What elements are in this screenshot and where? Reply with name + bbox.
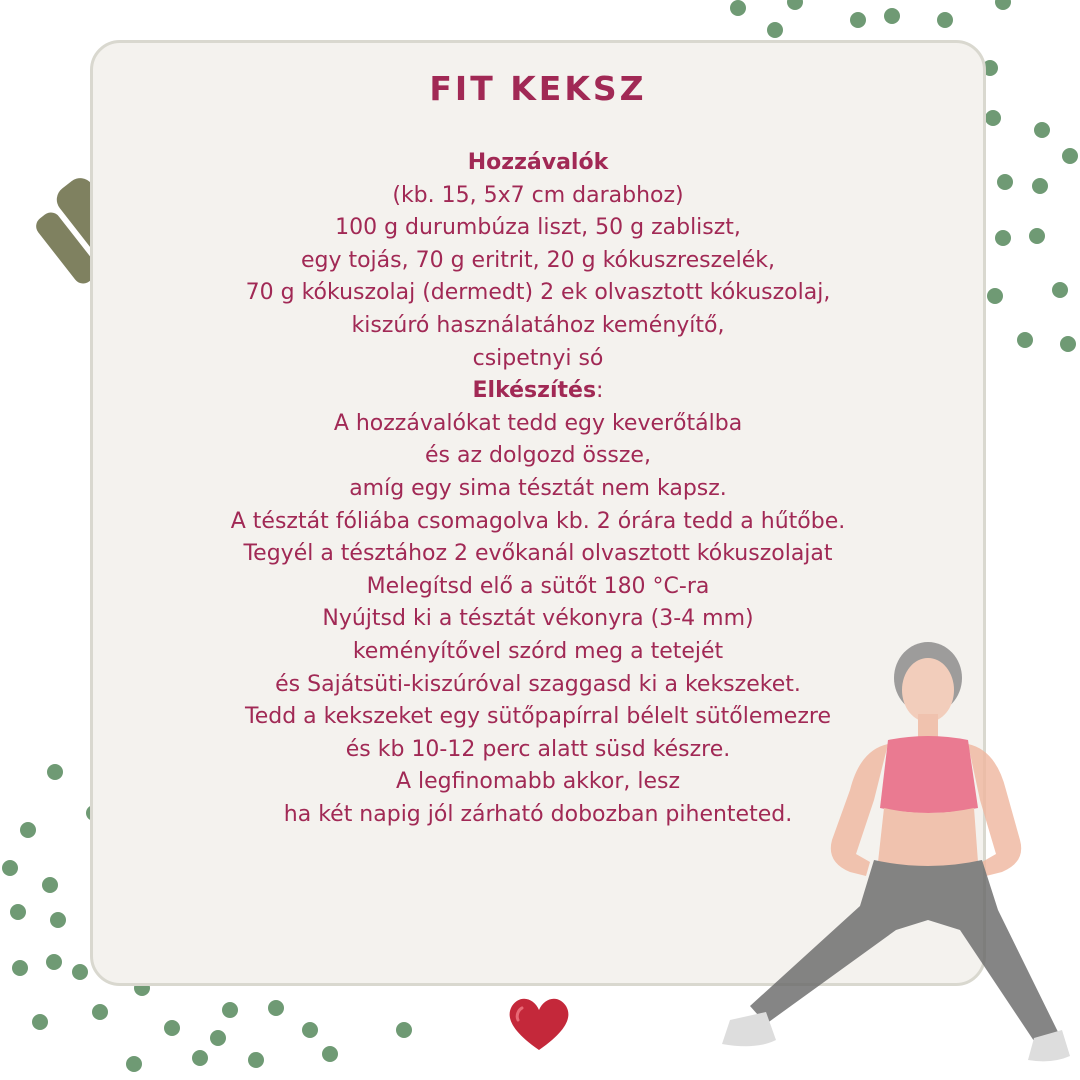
exercising-woman-illustration <box>660 640 1080 1080</box>
ingredient-line: csipetnyi só <box>472 345 604 371</box>
decorative-dot <box>2 860 18 876</box>
decorative-dot <box>47 764 63 780</box>
decorative-dot <box>12 960 28 976</box>
decorative-dot <box>1029 228 1045 244</box>
decorative-dot <box>767 22 783 38</box>
decorative-dot <box>42 877 58 893</box>
decorative-dot <box>884 8 900 24</box>
method-line: A hozzávalókat tedd egy keverőtálba <box>333 410 743 436</box>
decorative-dot <box>192 1050 208 1066</box>
method-line: amíg egy sima tésztát nem kapsz. <box>349 475 727 501</box>
decorative-dot <box>1062 148 1078 164</box>
decorative-dot <box>32 1014 48 1030</box>
method-line: keményítővel szórd meg a tetejét <box>352 638 724 664</box>
decorative-dot <box>987 288 1003 304</box>
decorative-dot <box>995 230 1011 246</box>
decorative-dot <box>10 904 26 920</box>
decorative-dot <box>1060 336 1076 352</box>
ingredient-line: 70 g kókuszolaj (dermedt) 2 ek olvasztott kókuszolaj, <box>245 280 831 306</box>
decorative-dot <box>302 1022 318 1038</box>
decorative-dot <box>248 1052 264 1068</box>
method-line: A tésztát fóliába csomagolva kb. 2 órára tedd a hűtőbe. <box>230 508 846 534</box>
method-line: A legfinomabb akkor, lesz <box>395 769 681 795</box>
ingredients-heading: Hozzávalók <box>467 150 609 175</box>
decorative-dot <box>1032 178 1048 194</box>
method-line: Tegyél a tésztához 2 evőkanál olvasztott kókuszolajat <box>243 541 833 567</box>
method-heading-row <box>93 375 983 408</box>
ingredient-line: (kb. 15, 5x7 cm darabhoz) <box>392 182 684 208</box>
decorative-dot <box>787 0 803 10</box>
decorative-dot <box>985 110 1001 126</box>
decorative-dot <box>210 1030 226 1046</box>
method-line: és az dolgozd össze, <box>425 443 651 469</box>
decorative-dot <box>1052 282 1068 298</box>
heart-icon <box>504 994 574 1054</box>
method-heading-colon: : <box>596 378 604 404</box>
page-title: FIT KEKSZ <box>429 69 647 108</box>
method-line: Tedd a kekszeket egy sütőpapírral bélelt sütőlemezre <box>245 704 831 730</box>
ingredient-line: 100 g durumbúza liszt, 50 g zabliszt, <box>335 215 741 241</box>
method-line: Melegítsd elő a sütőt 180 °C-ra <box>366 573 710 599</box>
decorative-dot <box>92 1004 108 1020</box>
method-line: és kb 10-12 perc alatt süsd készre. <box>345 736 731 762</box>
decorative-dot <box>20 822 36 838</box>
decorative-dot <box>730 0 746 16</box>
decorative-dot <box>164 1020 180 1036</box>
method-line: és Sajátsüti-kiszúróval szaggasd ki a kekszeket. <box>275 671 801 697</box>
decorative-dot <box>995 0 1011 10</box>
decorative-dot <box>396 1022 412 1038</box>
decorative-dot <box>937 12 953 28</box>
ingredient-line: kiszúró használatához keményítő, <box>351 312 725 338</box>
decorative-dot <box>850 12 866 28</box>
decorative-dot <box>126 1056 142 1072</box>
decorative-dot <box>46 954 62 970</box>
ingredient-line: egy tojás, 70 g eritrit, 20 g kókuszreszelék, <box>300 247 776 273</box>
decorative-dot <box>268 1000 284 1016</box>
decorative-dot <box>322 1046 338 1062</box>
decorative-dot <box>222 1002 238 1018</box>
decorative-dot <box>997 174 1013 190</box>
method-line: ha két napig jól zárható dobozban pihenteted. <box>283 801 793 827</box>
method-heading: Elkészítés <box>472 378 597 404</box>
decorative-dot <box>1034 122 1050 138</box>
method-line: Nyújtsd ki a tésztát vékonyra (3-4 mm) <box>322 606 754 632</box>
decorative-dot <box>72 964 88 980</box>
decorative-dot <box>1017 332 1033 348</box>
decorative-dot <box>50 912 66 928</box>
